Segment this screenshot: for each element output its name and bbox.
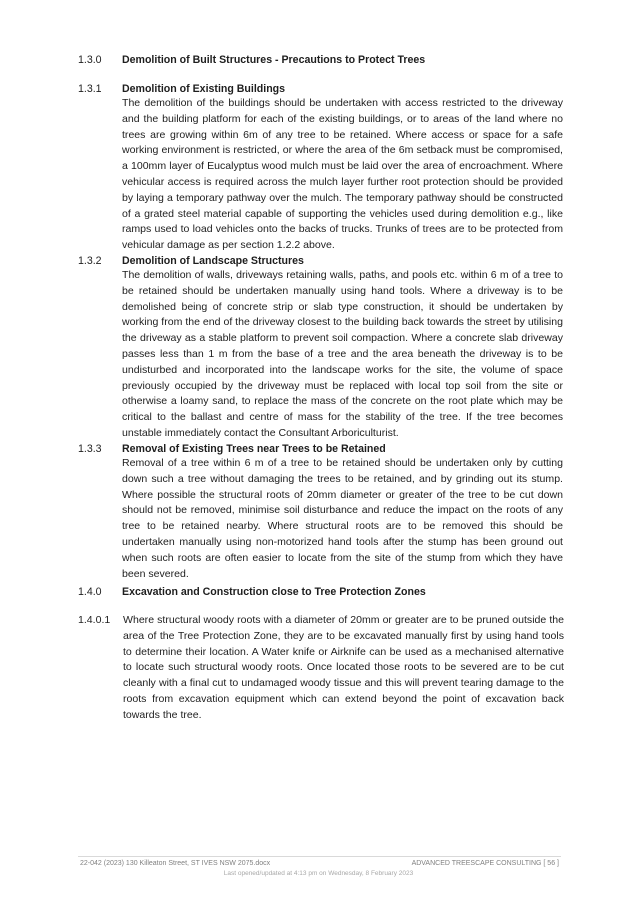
section-1-3-2 — [78, 254, 564, 442]
section-1-3-1 — [78, 82, 564, 254]
section-heading: Excavation and Construction close to Tree Protection Zones — [122, 586, 426, 598]
section-heading: Demolition of Existing Buildings — [122, 83, 286, 95]
section-number: 1.4.0 — [78, 586, 102, 598]
section-number: 1.4.0.1 — [78, 614, 111, 626]
section-heading: Demolition of Built Structures - Precautions to Protect Trees — [122, 54, 426, 66]
section-number: 1.3.3 — [78, 443, 102, 455]
section-number: 1.3.2 — [78, 255, 102, 267]
section-1-4-0-1 — [78, 613, 564, 724]
section-number: 1.3.1 — [78, 83, 102, 95]
footer-company-page: ADVANCED TREESCAPE CONSULTING [ 56 ] — [411, 860, 559, 867]
section-number: 1.3.0 — [78, 54, 102, 66]
section-1-3-0 — [78, 53, 564, 67]
section-body: Removal of a tree within 6 m of a tree to be retained should be undertaken only by cutting down such a tree without damaging the trees to be retained, and by grinding out its stump. Where possible the structural roots of 20mm diameter or greater of the tree to be cut down should not be removed, minimise soil disturbance and reduce the impact on the roots of any tree to be retained nearby. Where structural roots are to be removed this should be undertaken manually using non-motorized hand tools after the stump has been ground out when such roots are often easier to locate from the site of the stump from which they have been severed. — [122, 457, 563, 580]
section-heading: Demolition of Landscape Structures — [122, 255, 304, 267]
footer-divider — [78, 856, 561, 857]
section-1-3-3 — [78, 442, 564, 582]
section-body: Where structural woody roots with a diameter of 20mm or greater are to be pruned outside the area of the Tree Protection Zone, they are to be excavated manually first by using hand tools to determine their location. A Water knife or Airknife can be used as a mechanised alternative to locate such structural woody roots. Once located those roots to be severed are to be cut cleanly with a final cut to undamaged woody tissue and this will prevent tearing damage to the roots from excavation equipment which can extend beyond the point of excavation back towards the tree. — [123, 614, 564, 721]
section-1-4-0 — [78, 585, 564, 599]
footer-timestamp: Last opened/updated at 4:13 pm on Wednesday, 8 February 2023 — [223, 870, 414, 877]
footer-filename: 22-042 (2023) 130 Killeaton Street, ST IVES NSW 2075.docx — [80, 860, 271, 867]
section-heading: Removal of Existing Trees near Trees to be Retained — [122, 443, 386, 455]
section-body: The demolition of walls, driveways retaining walls, paths, and pools etc. within 6 m of a tree to be retained should be undertaken manually using hand tools. Where a driveway is to be demolished being of concrete strip or slab type construction, it should be undertaken by working from the end of the driveway closest to the building back towards the street by utilising the driveway as a stable platform to prevent soil compaction. Where a concrete slab driveway passes less than 1 m from the base of a tree and the area beneath the driveway is to be undisturbed and incorporated into the landscape works for the site, the volume of space previously occupied by the driveway must be replaced with local top soil from the site or otherwise a loamy sand, to replace the mass of the concrete on the root plate which may be critical to the ballast and centre of mass for the stability of the tree. If the tree becomes unstable immediately contact the Consultant Arboriculturist. — [122, 269, 563, 439]
section-body: The demolition of the buildings should be undertaken with access restricted to the driveway and the building platform for each of the existing buildings, or to areas of the land where no trees are growing within 6m of any tree to be retained. Where access or space for a safe working environment is restricted, or where the area of the 6m setback must be compromised, a 100mm layer of Eucalyptus wood mulch must be laid over the area of encroachment. Where vehicular access is required across the mulch layer further root protection should be provided by laying a temporary pathway over the mulch. The temporary pathway should be constructed of a grated steel material capable of supporting the vehicles used during demolition e.g., like ramps used to load vehicles onto the backs of trucks. Trunks of trees are to be protected from vehicular damage as per section 1.2.2 above. — [122, 97, 563, 252]
